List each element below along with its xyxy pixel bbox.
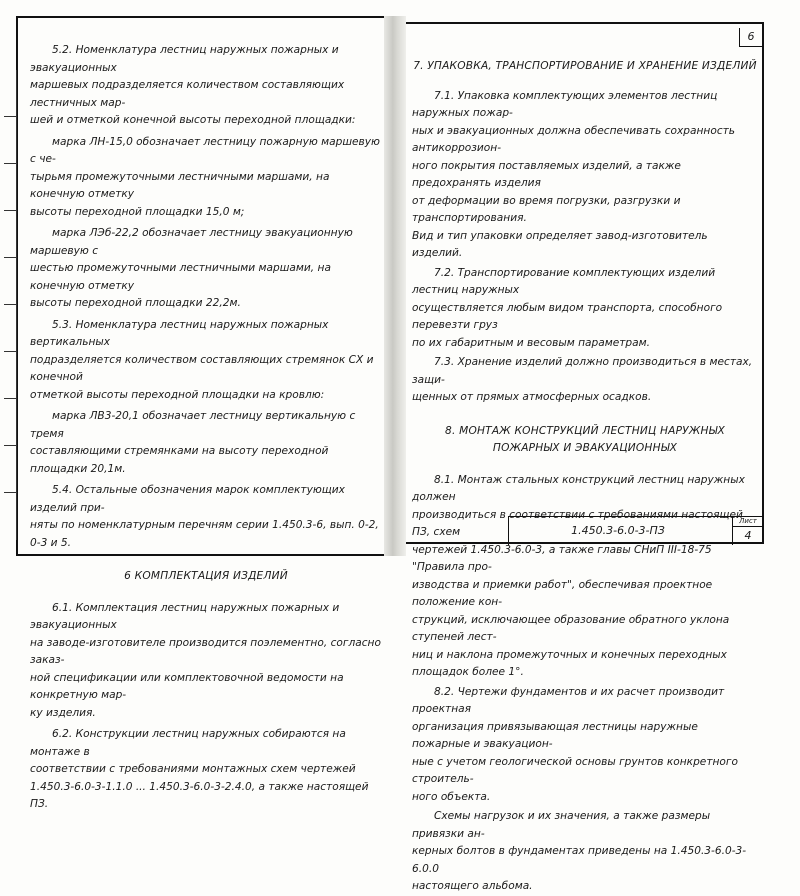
para-7-3: 7.3. Хранение изделий должно производиться в местах, защи- щенных от прямых атмосферных осадков. [412, 356, 753, 403]
page-number: 6 [739, 28, 762, 47]
para-5-2: 5.2. Номенклатура лестниц наружных пожарных и эвакуационных маршевых подразделяется количеством составляющих лестничных мар- шей и отметкой конечной высоты переходной площадки: [30, 44, 356, 126]
section-8-heading: 8. МОНТАЖ КОНСТРУКЦИЙ ЛЕСТНИЦ НАРУЖНЫХ ПОЖАРНЫХ И ЭВАКУАЦИОННЫХ [445, 424, 725, 454]
para-6-2: 6.2. Конструкции лестниц наружных собираются на монтаже в соответствии с требованиями монтажных схем чертежей 1.450.3-6.0-3-1.1.0 ... 1.450.3-6.0-3-2.4.0, а также настоящей ПЗ. [30, 728, 369, 810]
mark-ln-15: марка ЛН-15,0 обозначает лестницу пожарную маршевую с че- тырьмя промежуточными лестничными маршами, на конечную отметку высоты переходной площадки 15,0 м; [30, 135, 380, 218]
para-7-2: 7.2. Транспортирование комплектующих изделий лестниц наружных осуществляется любым видом транспорта, способного перевезти груз по их габаритным и весовым параметрам. [412, 266, 723, 349]
document-code: 1.450.3-6.0-3-ПЗ [571, 524, 665, 537]
para-8-2: 8.2. Чертежи фундаментов и их расчет производит проектная организация привязывающая лестницы наружные пожарные и эвакуацион- ные с учетом геологической основы грунтов конкретного строитель- ного объекта. [412, 685, 738, 803]
margin-stamp-strip [4, 70, 17, 540]
para-5-3: 5.3. Номенклатура лестниц наружных пожарных вертикальных подразделяется количеством составляющих стремянок СХ и конечной отметкой высоты переходной площадки на кровлю: [30, 318, 374, 401]
sheet-box [732, 517, 763, 545]
mark-le6-22: марка ЛЭб-22,2 обозначает лестницу эвакуационную маршевую с шестью промежуточными лестничными маршами, на конечную отметку высоты переходной площадки 22,2м. [30, 227, 353, 309]
para-6-1: 6.1. Комплектация лестниц наружных пожарных и эвакуационных на заводе-изготовителе производится поэлементно, согласно заказ- ной спецификации или комплектовочной ведомости на конкретную мар- ку изделия. [30, 601, 381, 719]
section-7-heading: 7. УПАКОВКА, ТРАНСПОРТИРОВАНИЕ И ХРАНЕНИЕ ИЗДЕЛИЙ [413, 60, 757, 72]
right-column [412, 58, 758, 896]
left-column [30, 42, 382, 814]
mark-lv3-20: марка ЛВ3-20,1 обозначает лестницу вертикальную с тремя составляющими стремянками на высоту переходной площадки 20,1м. [30, 410, 356, 475]
sheet-number: 4 [744, 529, 752, 542]
para-5-4: 5.4. Остальные обозначения марок комплектующих изделий при- няты по номенклатурным перечням серии 1.450.3-6, вып. 0-2, 0-3 и 5. [30, 484, 379, 549]
para-8-3: Схемы нагрузок и их значения, а также размеры привязки ан- керных болтов в фундаментах приведены на 1.450.3-6.0-3-6.0.0 настоящего альбома. [412, 810, 747, 892]
section-6-heading: 6 КОМПЛЕКТАЦИЯ ИЗДЕЛИЙ [124, 570, 288, 582]
para-8-1: 8.1. Монтаж стальных конструкций лестниц наружных должен производиться в соответствии с требованиями настоящей ПЗ, схем чертежей 1.450.3-6.0-3, а также главы СНиП III-18-75 "Правила про- изводства и приемки работ", обеспечивая проектное положение кон- струкций, исключающее образование обратного уклона ступеней лест- ниц и наклона промежуточных и конечных переходных площадок более 1°. [412, 473, 745, 678]
title-stamp [508, 516, 763, 545]
binding-spine [384, 16, 406, 556]
para-7-1: 7.1. Упаковка комплектующих элементов лестниц наружных пожар- ных и эвакуационных должна обеспечивать сохранность антикоррозион- ного покрытия поставляемых изделий, а также предохранять изделия от деформации во время погрузки, разгрузки и транспортирования. Вид и тип упаковки определяет завод-изготовитель изделий. [412, 89, 736, 259]
sheet-label: Лист [733, 517, 763, 527]
